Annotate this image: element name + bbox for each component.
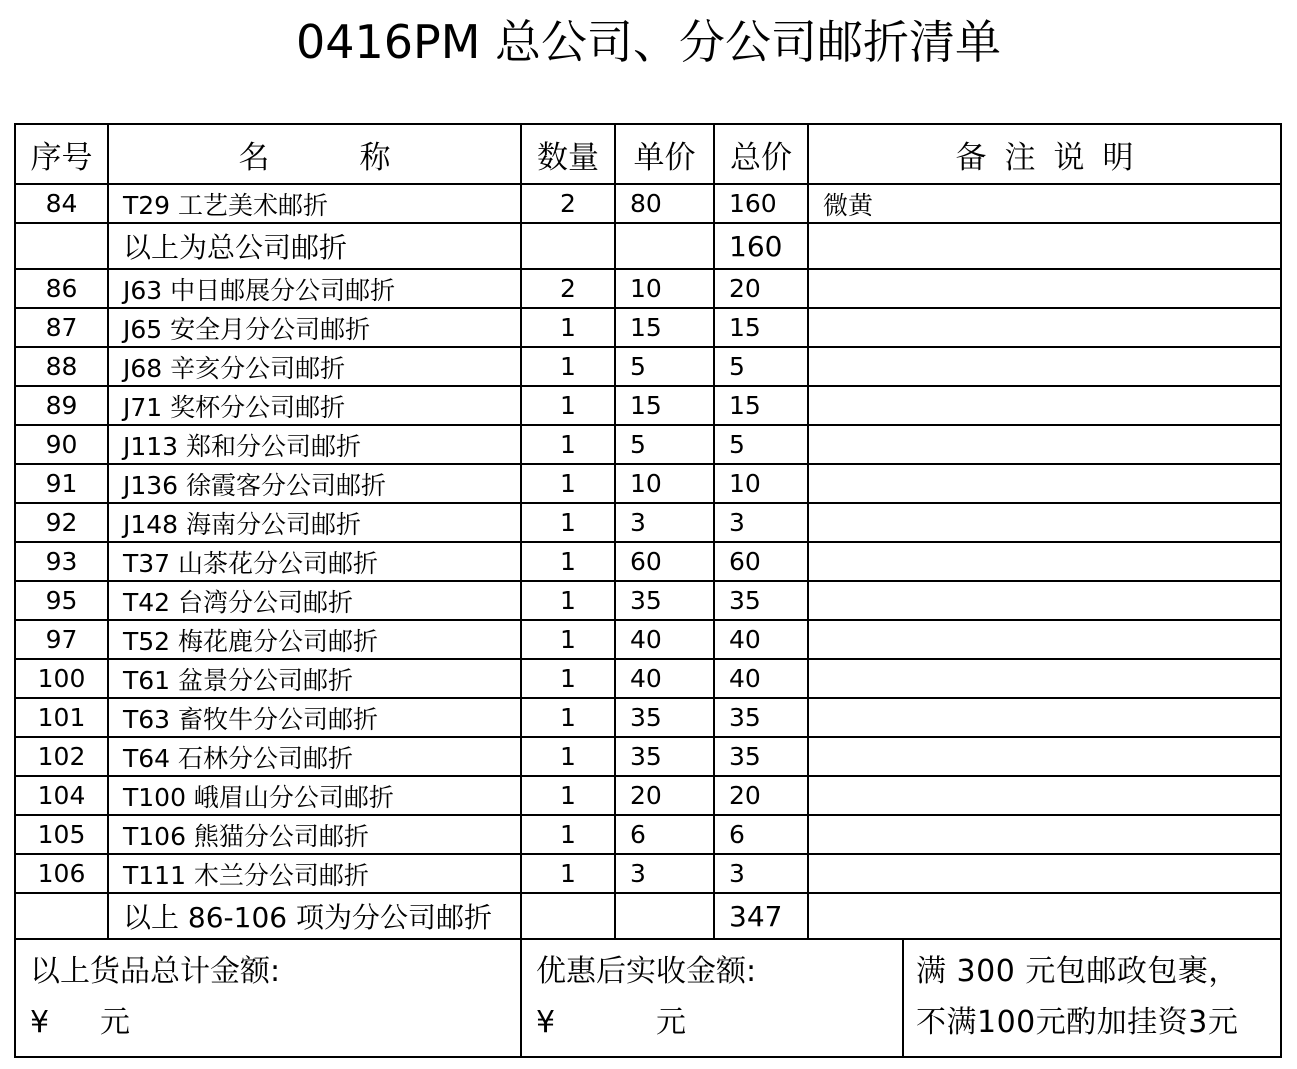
- item-quantity: 1: [521, 542, 615, 581]
- item-remark: [808, 425, 1281, 464]
- actual-amount-currency: ¥: [536, 1005, 556, 1040]
- item-total-price: 160: [714, 184, 808, 223]
- item-remark: [808, 893, 1281, 939]
- item-name: 以上为总公司邮折: [108, 223, 521, 269]
- header-no: 序号: [15, 124, 108, 184]
- actual-amount-unit: 元: [656, 1005, 686, 1040]
- item-remark: [808, 698, 1281, 737]
- item-name: T37 山茶花分公司邮折: [108, 542, 521, 581]
- item-quantity: 1: [521, 425, 615, 464]
- header-qty: 数量: [521, 124, 615, 184]
- header-remark: 备注说明: [808, 124, 1281, 184]
- item-name: T42 台湾分公司邮折: [108, 581, 521, 620]
- item-unit-price: 40: [615, 620, 714, 659]
- item-total-price: 5: [714, 425, 808, 464]
- item-unit-price: 6: [615, 815, 714, 854]
- row-number: 91: [15, 464, 108, 503]
- item-name: T29 工艺美术邮折: [108, 184, 521, 223]
- item-quantity: 1: [521, 776, 615, 815]
- item-quantity: 1: [521, 698, 615, 737]
- item-total-price: 6: [714, 815, 808, 854]
- item-remark: [808, 776, 1281, 815]
- item-remark: [808, 386, 1281, 425]
- item-remark: [808, 269, 1281, 308]
- item-name: T100 峨眉山分公司邮折: [108, 776, 521, 815]
- item-unit-price: 10: [615, 464, 714, 503]
- grand-total-currency: ¥: [30, 1005, 50, 1040]
- item-remark: [808, 308, 1281, 347]
- item-remark: [808, 620, 1281, 659]
- item-quantity: 1: [521, 308, 615, 347]
- actual-amount-cell: [521, 939, 903, 1057]
- item-name: T111 木兰分公司邮折: [108, 854, 521, 893]
- table-row: [15, 620, 1281, 659]
- item-name: 以上 86-106 项为分公司邮折: [108, 893, 521, 939]
- page-title: 0416PM 总公司、分公司邮折清单: [295, 15, 1002, 69]
- item-total-price: 35: [714, 581, 808, 620]
- item-unit-price: 3: [615, 854, 714, 893]
- row-number: 105: [15, 815, 108, 854]
- table-row: [15, 269, 1281, 308]
- item-unit-price: 20: [615, 776, 714, 815]
- item-name: T106 熊猫分公司邮折: [108, 815, 521, 854]
- item-quantity: 2: [521, 269, 615, 308]
- subtotal-row: [15, 893, 1281, 939]
- item-remark: [808, 815, 1281, 854]
- item-remark: 微黄: [808, 184, 1281, 223]
- item-quantity: 2: [521, 184, 615, 223]
- item-total-price: 347: [714, 893, 808, 939]
- item-remark: [808, 223, 1281, 269]
- item-total-price: 5: [714, 347, 808, 386]
- header-total: 总价: [714, 124, 808, 184]
- item-quantity: 1: [521, 503, 615, 542]
- item-total-price: 20: [714, 776, 808, 815]
- table-row: [15, 815, 1281, 854]
- item-name: J148 海南分公司邮折: [108, 503, 521, 542]
- item-name: J63 中日邮展分公司邮折: [108, 269, 521, 308]
- header-name: 名称: [108, 124, 521, 184]
- grand-total-unit: 元: [100, 1005, 130, 1040]
- item-total-price: 3: [714, 503, 808, 542]
- item-total-price: 15: [714, 308, 808, 347]
- item-total-price: 35: [714, 737, 808, 776]
- item-unit-price: 35: [615, 581, 714, 620]
- item-name: T64 石林分公司邮折: [108, 737, 521, 776]
- table-body: [15, 184, 1281, 939]
- item-quantity: 1: [521, 464, 615, 503]
- row-number: [15, 223, 108, 269]
- item-remark: [808, 503, 1281, 542]
- row-number: 89: [15, 386, 108, 425]
- item-quantity: 1: [521, 581, 615, 620]
- row-number: 88: [15, 347, 108, 386]
- inventory-table: [14, 123, 1282, 1058]
- shipping-note-line2: 不满100元酌加挂资3元: [916, 1005, 1239, 1040]
- item-name: J65 安全月分公司邮折: [108, 308, 521, 347]
- item-remark: [808, 464, 1281, 503]
- item-unit-price: 80: [615, 184, 714, 223]
- item-unit-price: [615, 223, 714, 269]
- item-unit-price: 5: [615, 425, 714, 464]
- item-total-price: 60: [714, 542, 808, 581]
- item-quantity: 1: [521, 737, 615, 776]
- item-total-price: 10: [714, 464, 808, 503]
- row-number: 101: [15, 698, 108, 737]
- item-total-price: 35: [714, 698, 808, 737]
- row-number: 97: [15, 620, 108, 659]
- table-row: [15, 386, 1281, 425]
- item-name: J136 徐霞客分公司邮折: [108, 464, 521, 503]
- item-name: T63 畜牧牛分公司邮折: [108, 698, 521, 737]
- item-remark: [808, 542, 1281, 581]
- item-remark: [808, 581, 1281, 620]
- table-row: [15, 347, 1281, 386]
- item-total-price: 40: [714, 659, 808, 698]
- row-number: [15, 893, 108, 939]
- table-row: [15, 425, 1281, 464]
- item-unit-price: 35: [615, 698, 714, 737]
- item-unit-price: 10: [615, 269, 714, 308]
- item-unit-price: 15: [615, 308, 714, 347]
- item-unit-price: 60: [615, 542, 714, 581]
- item-remark: [808, 854, 1281, 893]
- item-total-price: 15: [714, 386, 808, 425]
- item-remark: [808, 737, 1281, 776]
- item-quantity: 1: [521, 620, 615, 659]
- item-name: J113 郑和分公司邮折: [108, 425, 521, 464]
- item-name: J68 辛亥分公司邮折: [108, 347, 521, 386]
- row-number: 90: [15, 425, 108, 464]
- row-number: 84: [15, 184, 108, 223]
- item-name: T52 梅花鹿分公司邮折: [108, 620, 521, 659]
- grand-total-cell: [15, 939, 521, 1057]
- item-unit-price: 15: [615, 386, 714, 425]
- table-row: [15, 581, 1281, 620]
- table-row: [15, 464, 1281, 503]
- item-unit-price: 5: [615, 347, 714, 386]
- item-quantity: [521, 223, 615, 269]
- item-quantity: 1: [521, 854, 615, 893]
- shipping-note-line1: 满 300 元包邮政包裹，: [916, 954, 1239, 989]
- row-number: 95: [15, 581, 108, 620]
- table-row: [15, 698, 1281, 737]
- actual-amount-label: 优惠后实收金额:: [536, 954, 757, 989]
- header-price: 单价: [615, 124, 714, 184]
- row-number: 92: [15, 503, 108, 542]
- row-number: 100: [15, 659, 108, 698]
- row-number: 102: [15, 737, 108, 776]
- item-name: J71 奖杯分公司邮折: [108, 386, 521, 425]
- item-unit-price: 3: [615, 503, 714, 542]
- item-quantity: 1: [521, 386, 615, 425]
- table-header-row: [15, 124, 1281, 184]
- item-quantity: 1: [521, 659, 615, 698]
- item-total-price: 20: [714, 269, 808, 308]
- item-quantity: [521, 893, 615, 939]
- row-number: 104: [15, 776, 108, 815]
- row-number: 86: [15, 269, 108, 308]
- item-quantity: 1: [521, 347, 615, 386]
- item-quantity: 1: [521, 815, 615, 854]
- table-row: [15, 854, 1281, 893]
- item-name: T61 盆景分公司邮折: [108, 659, 521, 698]
- table-row: [15, 542, 1281, 581]
- table-row: [15, 308, 1281, 347]
- item-remark: [808, 659, 1281, 698]
- shipping-note-cell: [903, 939, 1281, 1057]
- table-row: [15, 776, 1281, 815]
- table-row: [15, 659, 1281, 698]
- table-row: [15, 737, 1281, 776]
- subtotal-row: [15, 223, 1281, 269]
- summary-row: [15, 939, 1281, 1057]
- row-number: 93: [15, 542, 108, 581]
- item-unit-price: 35: [615, 737, 714, 776]
- table-row: [15, 503, 1281, 542]
- grand-total-label: 以上货品总计金额:: [30, 954, 281, 989]
- item-total-price: 160: [714, 223, 808, 269]
- row-number: 106: [15, 854, 108, 893]
- item-unit-price: 40: [615, 659, 714, 698]
- row-number: 87: [15, 308, 108, 347]
- item-total-price: 3: [714, 854, 808, 893]
- table-row: [15, 184, 1281, 223]
- item-unit-price: [615, 893, 714, 939]
- item-remark: [808, 347, 1281, 386]
- item-total-price: 40: [714, 620, 808, 659]
